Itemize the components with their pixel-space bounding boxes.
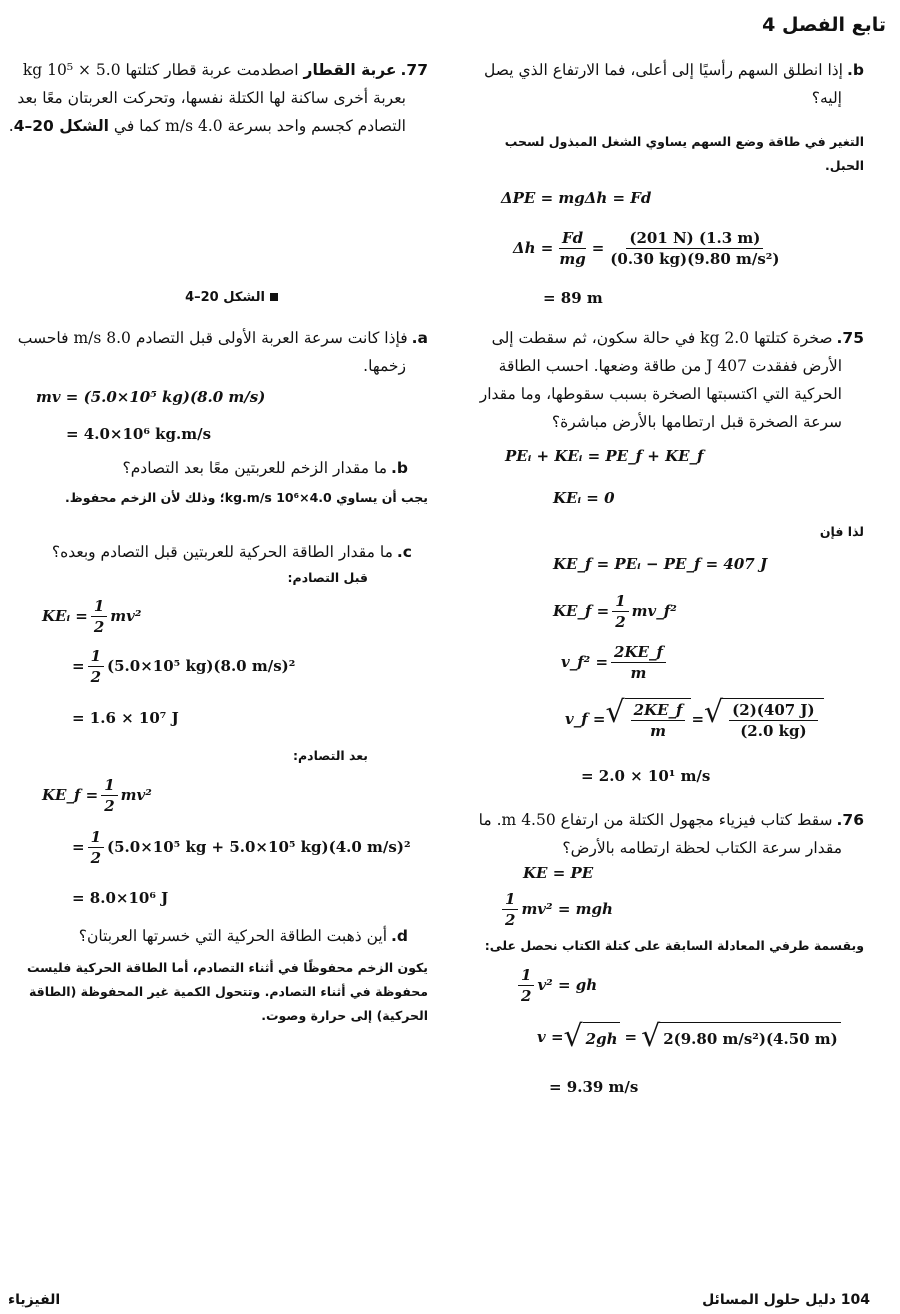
after-collision-label: بعد التصادم:: [293, 748, 368, 763]
equation: Δh = $\frac{Fd}{mg}$ = $\frac{(201 N) (1.3 m)}{\text{(0.30 kg)(9.80 m/s²)}}$: [513, 228, 780, 268]
figure-label: الشكل 20–4: [2, 290, 428, 324]
equation: KE = PE: [523, 864, 594, 882]
division-note: وبقسمة طرفي المعادلة السابقة على كتلة الكتاب نحصل على:: [484, 938, 864, 953]
equation: = 2.0 × 10¹ m/s: [581, 767, 711, 785]
question-b: b.ما مقدار الزخم للعربتين معًا بعد التصادم؟: [122, 459, 408, 477]
equation: KE_f = $\frac{1}{2}$ mv²: [42, 775, 152, 815]
footer-page: 104 دليل حلول المسائل: [702, 1292, 870, 1308]
left-column: [2, 56, 428, 1028]
question-d: d.أين ذهبت الطاقة الحركية التي خسرتها العربتان؟: [78, 927, 408, 945]
figure-placeholder: [2, 140, 428, 290]
equation: $\frac{1}{2}$ mv² = mgh: [469, 884, 864, 934]
right-column: [469, 56, 864, 1112]
equation: = 9.39 m/s: [549, 1078, 639, 1096]
equation: = $\frac{1}{2}$ (5.0×10⁵ kg + 5.0×10⁵ kg)(4.0 m/s)²: [72, 827, 411, 867]
equation: mv = (5.0×10⁵ kg)(8.0 m/s): [36, 388, 266, 406]
equation: $\frac{1}{2}$ v² = gh: [469, 958, 864, 1012]
problem-76: 76.سقط كتاب فيزياء مجهول الكتلة من ارتفاع 4.50 m. ما مقدار سرعة الكتاب لحظة ارتطامه بالأرض؟: [478, 811, 864, 857]
bullet-square: [270, 293, 278, 301]
equation: v_f² = $\frac{2KE\_f}{m}$: [469, 636, 864, 688]
equation: = 1.6 × 10⁷ J: [72, 709, 179, 727]
equation: = 89 m: [543, 289, 603, 307]
answer-b: التغير في طاقة وضع السهم يساوي الشغل المبذول لسحب الحبل.: [504, 134, 864, 173]
problem-75: 75.صخرة كتلتها 2.0 kg في حالة سكون، ثم سقطت إلى الأرض ففقدت 407 J من طاقة وضعها. احسب الطاقة الحركية التي اكتسبتها الصخرة بسبب سقوطها، وما مقدار سرعة الصخرة قبل ارتطامها بالأرض مباشرة؟: [479, 329, 864, 431]
equation: PEᵢ + KEᵢ = PE_f + KE_f: [505, 447, 704, 465]
chapter-header: تابع الفصل 4: [762, 14, 886, 36]
equation: = 8.0×10⁶ J: [72, 889, 169, 907]
equation: ΔPE = mgΔh = Fd: [501, 189, 652, 207]
equation: KEᵢ = 0: [553, 489, 615, 507]
equation: = $\frac{1}{2}$ (5.0×10⁵ kg)(8.0 m/s)²: [72, 646, 296, 686]
equation: v = √ 2gh = √ 2(9.80 m/s²)(4.50 m): [469, 1012, 864, 1062]
equation: KE_f = $\frac{1}{2}$ mv_f²: [553, 591, 677, 631]
question-c: c.ما مقدار الطاقة الحركية للعربتين قبل التصادم وبعده؟: [51, 543, 412, 561]
footer-subject: الفيزياء: [8, 1292, 61, 1308]
equation: KEᵢ = $\frac{1}{2}$ mv²: [42, 596, 142, 636]
answer-b: يجب أن يساوي 4.0×10⁶ kg.m/s؛ وذلك لأن الزخم محفوظ.: [65, 490, 428, 505]
equation: = 4.0×10⁶ kg.m/s: [66, 425, 212, 443]
so-label: لذا فإن: [819, 524, 864, 539]
answer-d: يكون الزخم محفوظًا في أثناء التصادم، أما الطاقة الحركية فليست محفوظة في أثناء التصادم. وتتحول الكمية غير المحفوظة (الطاقة الحركية) إلى حرارة وصوت.: [26, 960, 428, 1023]
problem-77: 77.عربة القطار اصطدمت عربة قطار كتلتها 5.0 × 10⁵ kg بعربة أخرى ساكنة لها الكتلة نفسها، وتحركت العربتان معًا بعد التصادم كجسم واحد بسرعة 4.0 m/s كما في الشكل 20–4.: [8, 61, 428, 135]
equation: KE_f = PEᵢ − PE_f = 407 J: [553, 555, 768, 573]
equation: v_f = √ $\frac{2KE\_f}{m}$ = √ $\frac{(2)(407 J)}{(2.0 kg)}$: [469, 688, 864, 750]
question-b: b.إذا انطلق السهم رأسيًا إلى أعلى، فما الارتفاع الذي يصل إليه؟: [484, 61, 864, 107]
question-a: a.فإذا كانت سرعة العربة الأولى قبل التصادم 8.0 m/s فاحسب زخمها.: [17, 329, 428, 375]
before-collision-label: قبل التصادم:: [287, 570, 368, 585]
